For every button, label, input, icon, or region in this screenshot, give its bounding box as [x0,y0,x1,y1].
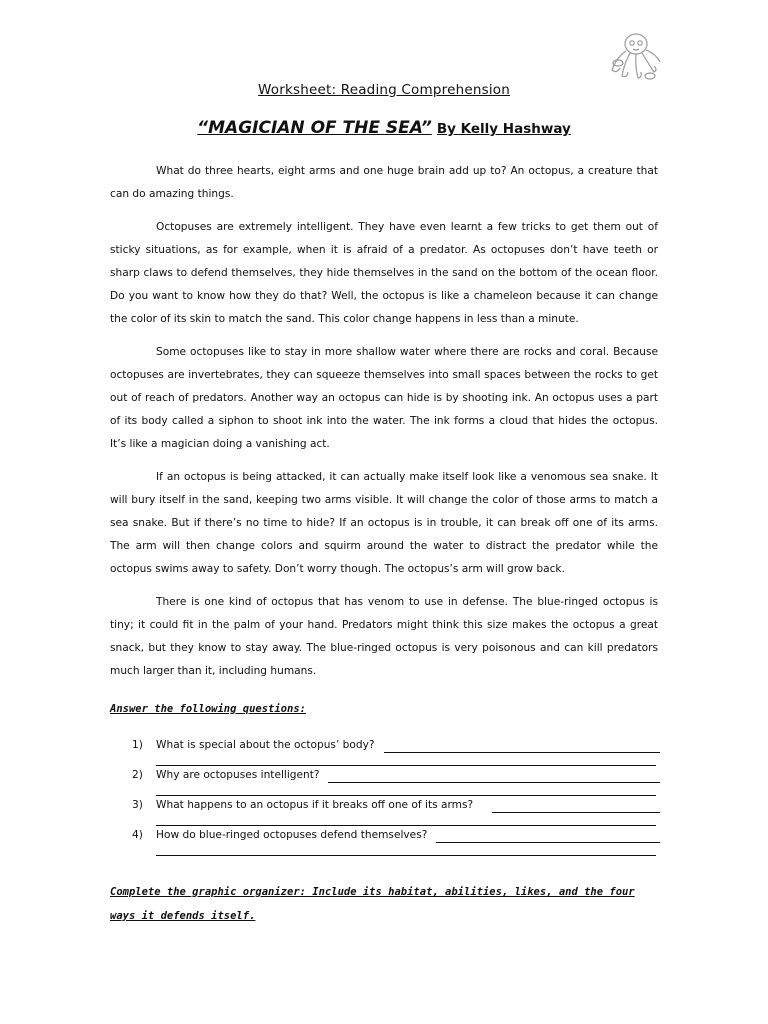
question-text: What happens to an octopus if it breaks off one of its arms? [156,799,474,811]
answer-line[interactable] [156,855,656,856]
paragraph: If an octopus is being attacked, it can actually make itself look like a venomous sea snake. It will bury itself in the sand, keeping two arms visible. It will change the color of those arms to match a sea snake. But if there’s no time to hide? If an octopus is in trouble, it can break off one of its arms. The arm will then change colors and squirm around the water to distract the predator while the octopus swims away to safety. Don’t worry though. The octopus’s arm will grow back. [110,471,658,575]
byline: By Kelly Hashway [436,121,571,137]
question-text: What is special about the octopus’ body? [156,739,375,751]
story-title: “MAGICIAN OF THE SEA” [197,118,432,138]
paragraph: Some octopuses like to stay in more shallow water where there are rocks and coral. Because octopuses are invertebrates, they can squeeze themselves into small spaces between the rocks to get out of reach of predators. Another way an octopus can hide is by shooting ink. An octopus uses a part of its body called a siphon to shoot ink into the water. The ink forms a cloud that hides the octopus. It’s like a magician doing a vanishing act. [110,346,658,450]
reading-passage [110,160,658,693]
paragraph: There is one kind of octopus that has venom to use in defense. The blue-ringed octopus is tiny; it could fit in the palm of your hand. Predators might think this size makes the octopus a great snack, but they know to stay away. The blue-ringed octopus is very poisonous and can kill predators much larger than it, including humans. [110,596,658,677]
story-title-line [0,118,768,138]
question-item [110,826,660,856]
graphic-organizer-instructions: Complete the graphic organizer: Include its habitat, abilities, likes, and the four ways it defends itself. [110,886,635,922]
question-item [110,736,660,766]
answer-line[interactable] [492,812,660,813]
paragraph: Octopuses are extremely intelligent. They have even learnt a few tricks to get them out of sticky situations, as for example, when it is afraid of a predator. As octopuses don’t have teeth or sharp claws to defend themselves, they hide themselves in the sand on the bottom of the ocean floor. Do you want to know how they do that? Well, the octopus is like a chameleon because it can change the color of its skin to match the sand. This color change happens in less than a minute. [110,221,658,325]
question-number: 3) [132,799,143,811]
question-number: 4) [132,829,143,841]
question-number: 2) [132,769,143,781]
question-list [110,736,660,856]
answer-line[interactable] [328,782,660,783]
answer-line[interactable] [436,842,660,843]
worksheet-title: Worksheet: Reading Comprehension [258,82,510,98]
question-text: Why are octopuses intelligent? [156,769,320,781]
questions-heading: Answer the following questions: [110,703,306,715]
question-number: 1) [132,739,143,751]
answer-line[interactable] [384,752,660,753]
question-item [110,796,660,826]
question-item [110,766,660,796]
octopus-icon [606,30,662,82]
graphic-organizer-heading [110,880,650,928]
paragraph: What do three hearts, eight arms and one huge brain add up to? An octopus, a creature that can do amazing things. [110,165,658,200]
question-text: How do blue-ringed octopuses defend themselves? [156,829,428,841]
